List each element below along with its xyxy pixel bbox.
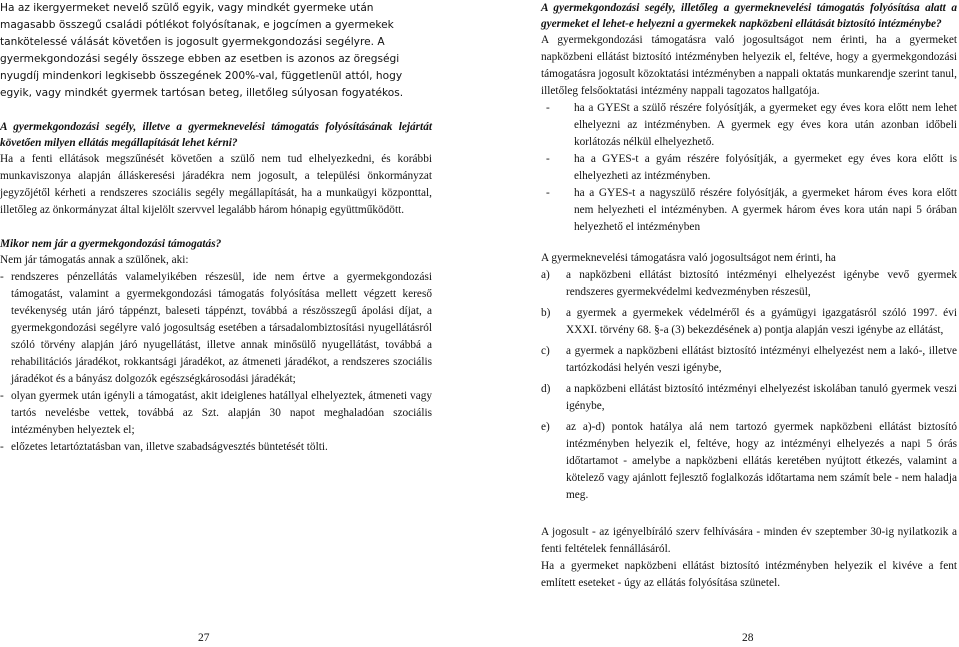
left-page: [0, 0, 432, 456]
list-item-text: ha a GYES-t a nagyszülő részére folyósítják, a gyermeket három éves kora előtt nem helyezheti el intézményben. A gyermek három éves kora után napi 5 órában helyezhető el intézményben: [574, 187, 957, 233]
list-item: [541, 343, 957, 377]
dash-marker: -: [546, 187, 550, 199]
section-heading-after-benefits: A gyermekgondozási segély, illetve a gyermeknevelési támogatás folyósításának lejártát követően milyen ellátás megállapítását lehet kérni?: [0, 121, 432, 149]
list-item: [541, 151, 957, 185]
dash-marker: -: [546, 153, 550, 165]
paragraph-social-aid: Ha a fenti ellátások megszűnését követően a szülő nem tud elhelyezkedni, és korábbi munkaviszonya alapján álláskeresési járadékra nem jogosult, a települési önkormányzat jegyzőjétől kérheti a rendszeres szociális segély megállapítását, ha a munkaügyi központtal, illetőleg az önkormányzat által kijelölt szervvel legalább három hónapig együttműködött.: [0, 153, 432, 216]
list-marker: c): [541, 345, 550, 357]
intro-paragraph: Ha az ikergyermeket nevelő szülő egyik, vagy mindkét gyermeke után magasabb összegű családi pótlékot folyósítanak, e jogcímen a gyermekek tankötelessé válását követően is jogosult gyermekgondozási segélyre. A gyermekgondozási segély összege ebben az esetben is azonos az öregségi nyugdíj mindenkori legkisebb összegének 200%-val, függetlenül attól, hogy egyik, vagy mindkét gyermek tartósan beteg, illetőleg súlyosan fogyatékos.: [0, 2, 404, 99]
list-item: [541, 419, 957, 504]
list-item-text: a napközbeni ellátást biztosító intézményi elhelyezést iskolában tanuló gyermek veszi igénybe,: [566, 383, 957, 412]
list-item: [541, 185, 957, 236]
page-number-left: 27: [198, 632, 210, 644]
list-marker: d): [541, 383, 551, 395]
list-item: [0, 269, 432, 388]
list-item-text: ha a GYES-t a gyám részére folyósítják, a gyermeket egy éves kora előtt is elhelyezheti az intézményben.: [574, 153, 957, 182]
list-marker: a): [541, 269, 550, 281]
list-item-text: olyan gyermek után igényli a támogatást, akit ideiglenes hatállyal elhelyeztek, átmeneti vagy tartós nevelésbe vettek, továbbá az Szt. alapján 30 napot meghaladóan szociális intézményben helyeztek el;: [11, 390, 432, 436]
list-item: [0, 388, 432, 439]
list-item: [541, 381, 957, 415]
list-item: [541, 305, 957, 339]
paragraph-declaration-deadline: A jogosult - az igényelbíráló szerv felhívására - minden év szeptember 30-ig nyilatkozik a fenti feltételek fennállásáról.: [541, 526, 957, 555]
exclusion-list: [0, 269, 432, 456]
dash-marker: -: [0, 271, 4, 283]
list-marker: b): [541, 307, 551, 319]
list-item: [541, 267, 957, 301]
list-item-text: a gyermek a gyermekek védelméről és a gyámügyi igazgatásról szóló 1997. évi XXXI. törvény 68. §-a (3) bekezdésének a) pontja alapján veszi igénybe az ellátást,: [566, 307, 957, 336]
list-item: [541, 100, 957, 151]
paragraph-suspension: Ha a gyermeket napközbeni ellátást biztosító intézményben helyezik el kivéve a fent említett eseteket - úgy az ellátás folyósítása szünetel.: [541, 560, 957, 589]
section-heading-daycare: A gyermekgondozási segély, illetőleg a gyermeknevelési támogatás folyósítása alatt a gyermeket el lehet-e helyezni a gyermekek napközbeni ellátását biztosító intézménybe?: [541, 2, 957, 30]
paragraph-not-paid-intro: Nem jár támogatás annak a szülőnek, aki:: [0, 254, 189, 266]
dash-marker: -: [546, 102, 550, 114]
list-item-text: a napközbeni ellátást biztosító intézményi elhelyezést igénybe vevő gyermek rendszeres gyermekvédelmi kedvezményben részesül,: [566, 269, 957, 298]
paragraph-gyet-eligibility: A gyermeknevelési támogatásra való jogosultságot nem érinti, ha: [541, 252, 836, 264]
dash-marker: -: [0, 390, 4, 402]
list-item-text: a gyermek a napközbeni ellátást biztosító intézményi elhelyezést nem a lakó-, illetve tartózkodási helyén veszi igénybe,: [566, 345, 957, 374]
list-item-text: előzetes letartóztatásban van, illetve szabadságvesztés büntetését tölti.: [11, 441, 328, 453]
list-marker: e): [541, 421, 550, 433]
list-item-text: ha a GYESt a szülő részére folyósítják, a gyermeket egy éves kora előtt nem lehet elhelyezni az intézményben. A gyermek egy éves kora után azonban időbeli korlátozás nélkül elhelyezhető.: [574, 102, 957, 148]
list-item-text: az a)-d) pontok hatálya alá nem tartozó gyermek napközbeni ellátást biztosító intézményben helyezik el, feltéve, hogy az intézményi elhelyezés a napi 5 órás időtartamot - amelybe a napközbeni ellátás keretében nyújtott étkezés, valamint a kötelező vagy ajánlott fejlesztő foglalkozás időtartama nem számít bele - nem haladja meg.: [566, 421, 957, 501]
conditions-list: [541, 267, 957, 504]
list-item-text: rendszeres pénzellátás valamelyikében részesül, ide nem értve a gyermekgondozási támogatást, valamint a gyermekgondozási támogatás folyósítása mellett végzett kereső tevékenység után járó táppénzt, baleseti táppénzt, továbbá a részösszegű ápolási díjat, a gyermekgondozási segélyre való jogosultság esetében a társadalombiztosítási nyugellátásról szóló törvény alapján járó nyugellátást, illetve annak minősülő nyugellátást, továbbá a rehabilitációs járadékot, rokkantsági járadékot, az átmeneti járadékot, a rendszeres szociális járadékot és a bányász dolgozók egészségkárosodási járadékát;: [11, 271, 432, 385]
right-page: [541, 0, 957, 592]
section-heading-when-not-paid: Mikor nem jár a gyermekgondozási támogatás?: [0, 238, 222, 250]
gyes-list: [541, 100, 957, 236]
paragraph-daycare-eligibility: A gyermekgondozási támogatásra való jogosultságot nem érinti, ha a gyermeket napközbeni ellátást biztosító intézményben helyezik el, feltéve, hogy a gyermekgondozási támogatásra jogosult közoktatási intézményben a nappali oktatás munkarendje szerint tanul, illetőleg felsőoktatási intézmény nappali tagozatos hallgatója.: [541, 34, 957, 97]
page-number-right: 28: [742, 632, 754, 644]
dash-marker: -: [0, 441, 4, 453]
list-item: [0, 439, 432, 456]
